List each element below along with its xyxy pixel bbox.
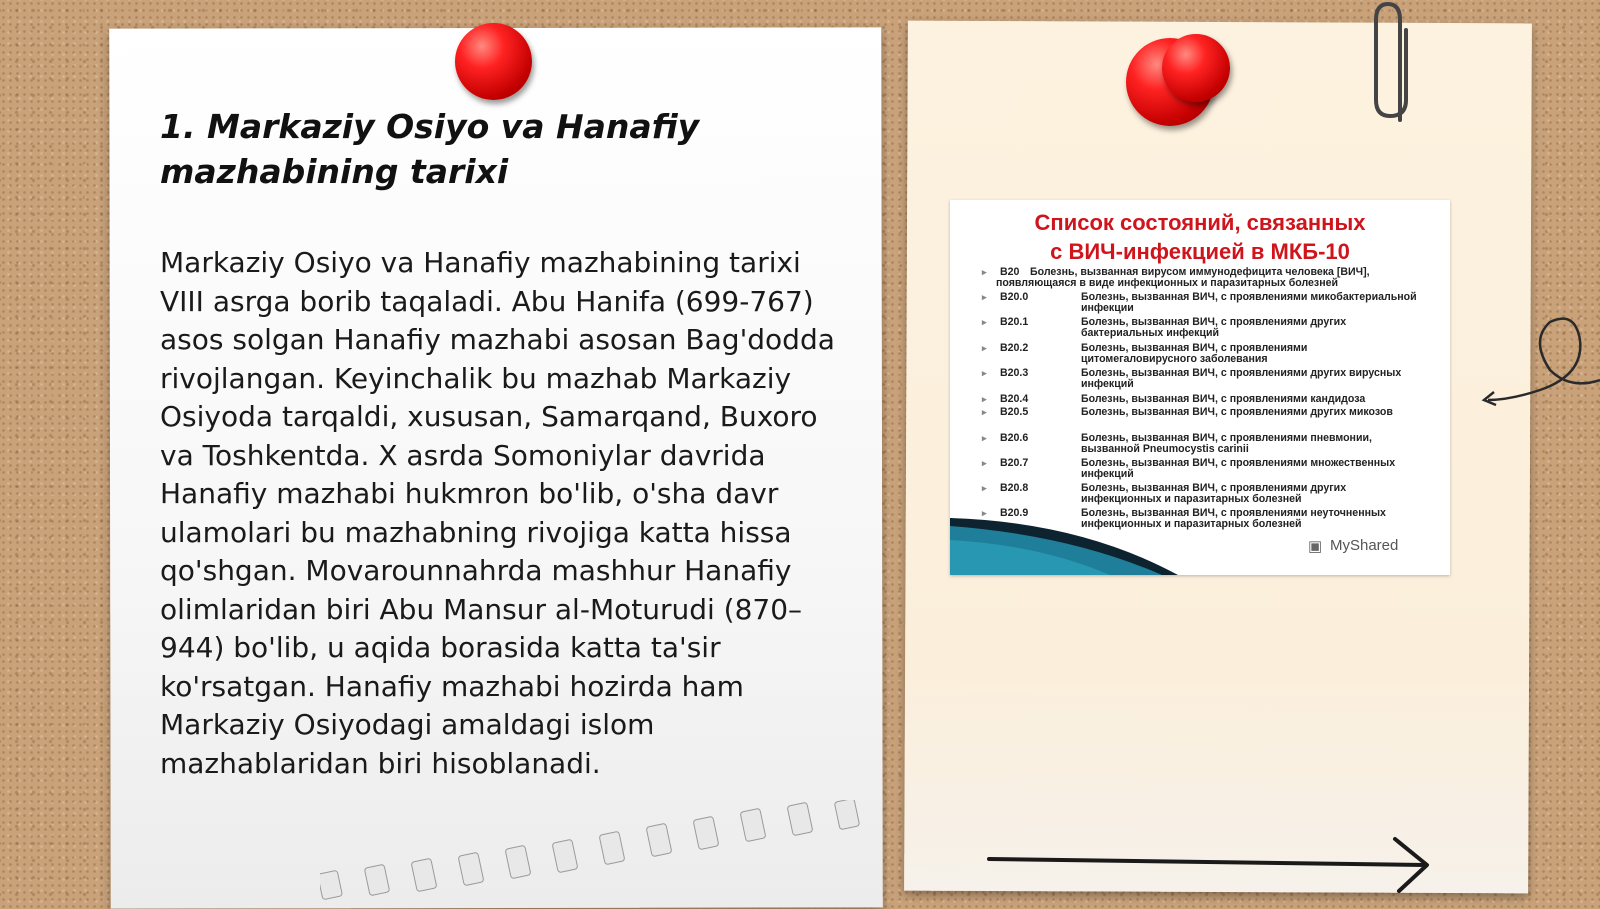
slide-row-desc: Болезнь, вызванная ВИЧ, с проявлениями других микозов (1081, 406, 1393, 418)
slide-row-code: B20.1 (1000, 316, 1029, 328)
slide-row-code: B20.3 (1000, 367, 1029, 379)
slide-row-code: B20.5 (1000, 406, 1029, 418)
paperclip-icon (1372, 0, 1422, 125)
slide-row-desc: Болезнь, вызванная вирусом иммунодефицита человека [ВИЧ], (1030, 266, 1370, 278)
bullet-icon: ▸ (982, 508, 987, 518)
presentation-icon: ▣ (1308, 538, 1323, 555)
slide-row-desc: Болезнь, вызванная ВИЧ, с проявлениями множественных инфекций (1081, 457, 1396, 480)
bullet-icon: ▸ (982, 394, 987, 404)
watermark (1308, 537, 1399, 555)
bullet-icon: ▸ (982, 343, 987, 353)
page-title: 1. Markaziy Osiyo va Hanafiy mazhabining tarixi (160, 107, 700, 191)
right-arrow-icon (985, 835, 1445, 895)
slide-row-desc: Болезнь, вызванная ВИЧ, с проявлениями цитомегаловирусного заболевания (1081, 342, 1308, 365)
bullet-icon: ▸ (982, 433, 987, 443)
bullet-icon: ▸ (982, 368, 987, 378)
bullet-icon: ▸ (982, 483, 987, 493)
bullet-icon: ▸ (982, 267, 987, 277)
body-paragraph: Markaziy Osiyo va Hanafiy mazhabining tarixi VIII asrga borib taqaladi. Abu Hanifa (699-767) asos solgan Hanafiy mazhabi asosan Bag'dodda rivojlangan. Keyinchalik bu mazhab Markaziy Osiyoda tarqaldi, xususan, Samarqand, Buxoro va Toshkentda. X asrda Somoniylar davrida Hanafiy mazhabi hukmron bo'lib, o'sha davr ulamolari bu mazhabning rivojiga katta hissa qo'shgan. Movarounnahrda mashhur Hanafiy olimlaridan biri Abu Mansur al-Moturudi (870–944) bo'lib, u aqida borasida katta ta'sir ko'rsatgan. Hanafiy mazhabi hozirda ham Markaziy Osiyodagi amaldagi islom mazhablaridan biri hisoblanadi. (160, 246, 835, 780)
red-push-pin-icon (455, 23, 532, 100)
slide-row-desc: Болезнь, вызванная ВИЧ, с проявлениями пневмонии, вызванной Pneumocystis carinii (1081, 432, 1372, 455)
slide-title-line-1: Список состояний, связанных (1034, 210, 1366, 235)
embedded-slide-image (950, 200, 1450, 575)
slide-row-code: B20.7 (1000, 457, 1029, 469)
slide-row-desc: Болезнь, вызванная ВИЧ, с проявлениями микобактериальной инфекции (1081, 291, 1417, 314)
slide-row-desc-cont: появляющаяся в виде инфекционных и паразитарных болезней (996, 277, 1338, 289)
slide-title (950, 208, 1450, 266)
watermark-text: MyShared (1330, 537, 1399, 554)
bullet-icon: ▸ (982, 458, 987, 468)
bullet-icon: ▸ (982, 317, 987, 327)
slide-row-code: B20.9 (1000, 507, 1029, 519)
spiral-binding-decoration (320, 800, 880, 900)
slide-row-code: B20.6 (1000, 432, 1029, 444)
slide-row-code: B20.4 (1000, 393, 1029, 405)
slide-row-code: B20.8 (1000, 482, 1029, 494)
squiggle-arrow-icon (1480, 310, 1600, 410)
slide-row-desc: Болезнь, вызванная ВИЧ, с проявлениями других инфекционных и паразитарных болезней (1081, 482, 1347, 505)
bullet-icon: ▸ (982, 292, 987, 302)
slide-title-line-2: с ВИЧ-инфекцией в МКБ-10 (1050, 239, 1350, 264)
slide-row-code: B20.2 (1000, 342, 1029, 354)
slide-row-desc: Болезнь, вызванная ВИЧ, с проявлениями неуточненных инфекционных и паразитарных болезней (1081, 507, 1386, 530)
slide-row-code: B20 (1000, 266, 1020, 278)
slide-row-desc: Болезнь, вызванная ВИЧ, с проявлениями других бактериальных инфекций (1081, 316, 1347, 339)
slide-row-code: B20.0 (1000, 291, 1029, 303)
bullet-icon: ▸ (982, 407, 987, 417)
slide-row-desc: Болезнь, вызванная ВИЧ, с проявлениями кандидоза (1081, 393, 1366, 405)
slide-row-desc: Болезнь, вызванная ВИЧ, с проявлениями других вирусных инфекций (1081, 367, 1402, 390)
red-push-pin-icon (1162, 34, 1230, 102)
